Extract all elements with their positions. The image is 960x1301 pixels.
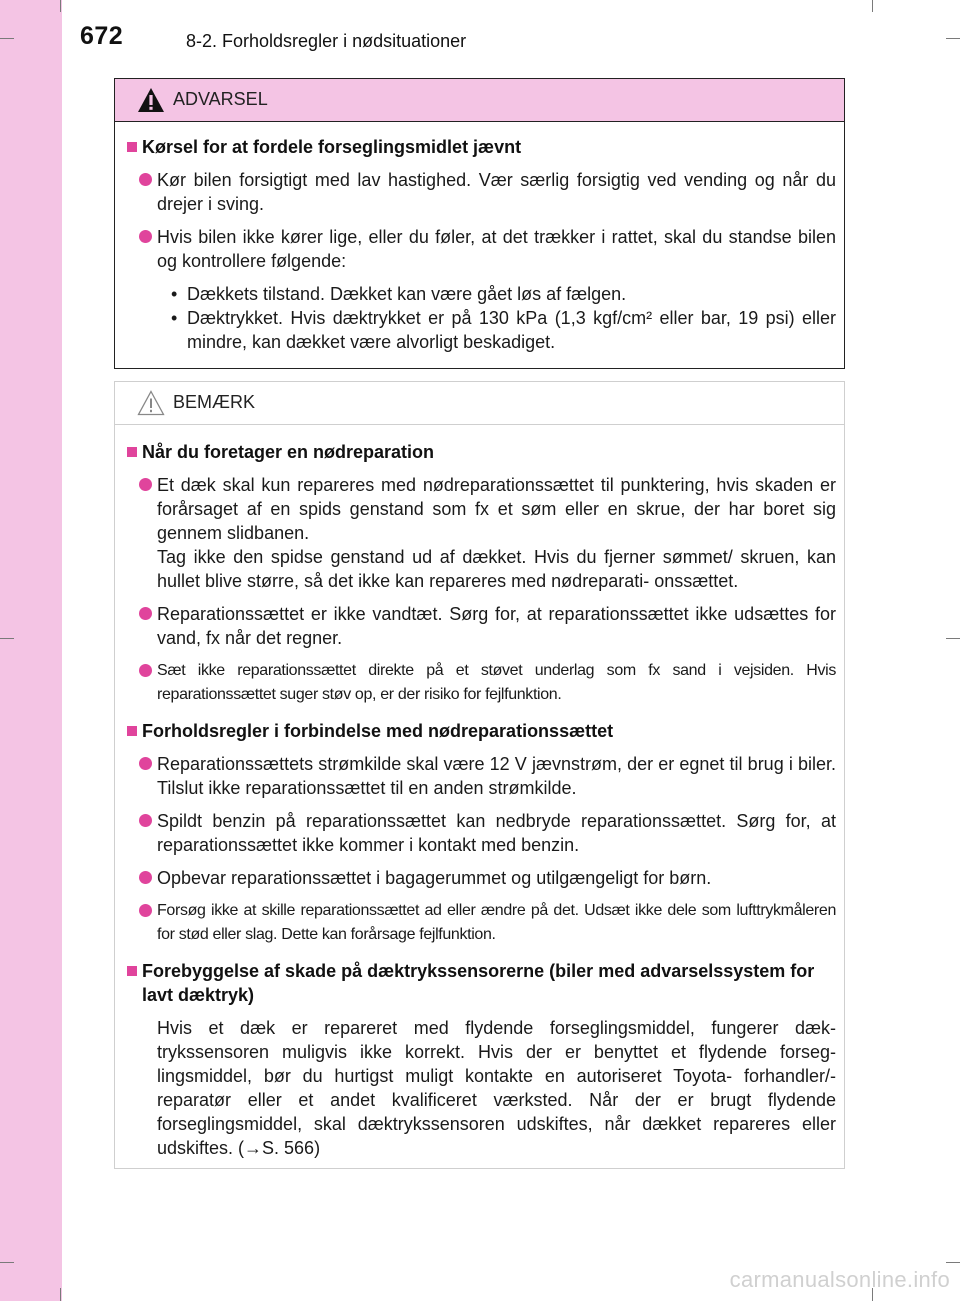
list-item [127, 752, 836, 800]
list-item-text: Reparationssættets strømkilde skal være 12 V jævnstrøm, der er egnet til brug i biler. Tilslut ikke reparationssættet til en anden strømkilde. [157, 754, 836, 798]
warning-triangle-icon [137, 87, 165, 113]
circle-bullet-icon [139, 904, 152, 917]
crop-mark [60, 1288, 61, 1301]
square-bullet-icon [127, 726, 137, 736]
list-item-text: Forsøg ikke at skille reparationssættet ad eller ændre på det. Udsæt ikke dele som lufttrykmåleren for stød eller slag. Dette kan forårsage fejlfunktion. [157, 902, 836, 943]
circle-bullet-icon [139, 607, 152, 620]
crop-mark [60, 0, 61, 12]
list-item-text: Spildt benzin på reparationssættet kan nedbryde reparationssættet. Sørg for, at reparationssættet ikke kommer i kontakt med benzin. [157, 811, 836, 855]
notice-heading [127, 440, 836, 464]
circle-bullet-icon [139, 230, 152, 243]
list-item-text: Reparationssættet er ikke vandtæt. Sørg for, at reparationssættet ikke udsættes for vand, fx når det regner. [157, 604, 836, 648]
list-item [127, 809, 836, 857]
list-item [127, 225, 836, 273]
side-tab [0, 0, 62, 1301]
sub-item [127, 282, 836, 306]
sub-item [127, 306, 836, 354]
page-number: 672 [80, 22, 124, 50]
circle-bullet-icon [139, 478, 152, 491]
list-item [127, 602, 836, 650]
list-item-text: Sæt ikke reparationssættet direkte på et støvet underlag som fx sand i vejsiden. Hvis reparationssættet suger støv op, er der risiko for fejlfunktion. [157, 662, 836, 703]
circle-bullet-icon [139, 664, 152, 677]
sub-item-text: Dækkets tilstand. Dækket kan være gået løs af fælgen. [187, 284, 627, 304]
bullet-dot-icon: • [171, 308, 178, 328]
square-bullet-icon [127, 966, 137, 976]
circle-bullet-icon [139, 814, 152, 827]
list-item-text: Kør bilen forsigtigt med lav hastighed. Vær særlig forsigtig ved vending og når du drejer i sving. [157, 170, 836, 214]
list-item-continuation: Tag ikke den spidse genstand ud af dækket. Hvis du fjerner sømmet/ skruen, kan hullet blive større, så det ikke kan repareres med nødreparati- onssættet. [157, 547, 836, 591]
notice-triangle-icon [137, 390, 165, 416]
list-item [127, 866, 836, 890]
crop-mark [946, 1262, 960, 1263]
warning-header [115, 79, 844, 122]
warning-box [114, 78, 845, 369]
list-item-text: Opbevar reparationssættet i bagagerummet og utilgængeligt for børn. [157, 868, 712, 888]
warning-heading [127, 135, 836, 159]
crop-mark [946, 638, 960, 639]
square-bullet-icon [127, 447, 137, 457]
circle-bullet-icon [139, 871, 152, 884]
notice-heading [127, 719, 836, 743]
list-item-text: Hvis bilen ikke kører lige, eller du føler, at det trækker i rattet, skal du standse bilen og kontrollere følgende: [157, 227, 836, 271]
warning-label: ADVARSEL [173, 89, 268, 109]
section-title: 8-2. Forholdsregler i nødsituationer [186, 31, 467, 51]
crop-mark [0, 38, 14, 39]
square-bullet-icon [127, 142, 137, 152]
watermark: carmanualsonline.info [729, 1267, 950, 1292]
notice-heading [127, 959, 836, 1007]
circle-bullet-icon [139, 757, 152, 770]
crop-mark [946, 38, 960, 39]
heading-text: Forholdsregler i forbindelse med nødreparationssættet [142, 721, 614, 741]
list-item [127, 659, 836, 707]
list-item [127, 168, 836, 216]
bullet-dot-icon: • [171, 284, 178, 304]
crop-mark [0, 638, 14, 639]
heading-text: Forebyggelse af skade på dæktrykssensorerne (biler med advarselssystem for lavt dæktryk) [142, 961, 815, 1005]
sub-item-text: Dæktrykket. Hvis dæktrykket er på 130 kPa (1,3 kgf/cm² eller bar, 19 psi) eller mindre, kan dækket være alvorligt beskadiget. [187, 308, 836, 352]
list-item [127, 473, 836, 593]
crop-mark [872, 0, 873, 12]
list-item-text: Et dæk skal kun repareres med nødreparationssættet til punktering, hvis skaden er forårsaget af en spids genstand som fx et søm eller en skrue, der har boret sig gennem slidbanen. [157, 475, 836, 543]
notice-header [115, 382, 844, 425]
notice-label: BEMÆRK [173, 392, 256, 412]
notice-box [114, 381, 845, 1169]
heading-text: Kørsel for at fordele forseglingsmidlet jævnt [142, 137, 522, 157]
circle-bullet-icon [139, 173, 152, 186]
crop-mark [0, 1262, 14, 1263]
notice-paragraph: Hvis et dæk er repareret med flydende forseglingsmiddel, fungerer dæk- trykssensoren muligvis ikke korrekt. Hvis der er benyttet et flydende forseg- lingsmiddel, bør du hurtigst muligt kontakte en autoriseret Toyota- forhandler/-reparatør eller et andet kvalificeret værksted. Når der er brugt flydende forseglingsmiddel, skal dæktrykssensoren udskiftes, når dækket repareres eller udskiftes. (→S. 566) [157, 1018, 836, 1158]
list-item [127, 899, 836, 947]
heading-text: Når du foretager en nødreparation [142, 442, 435, 462]
